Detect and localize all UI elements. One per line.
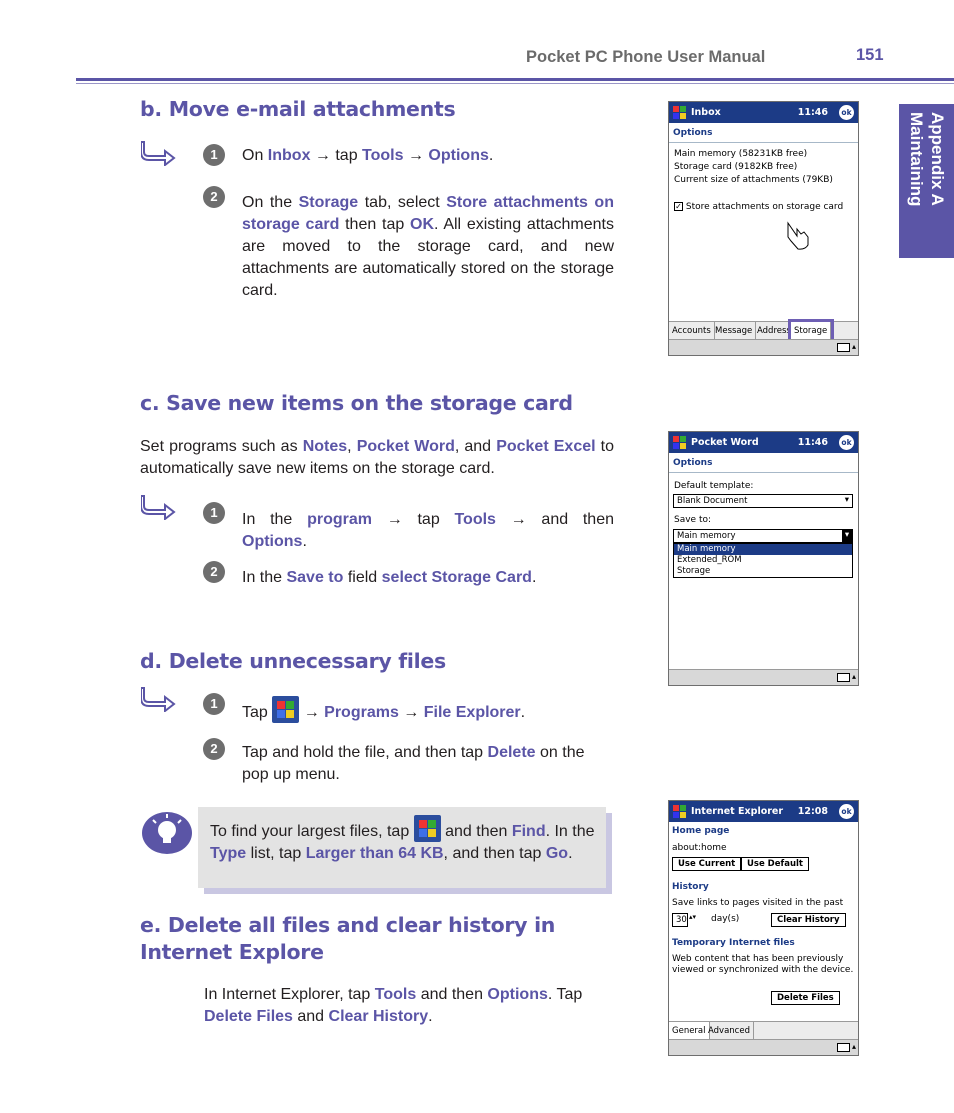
header-rule	[76, 78, 954, 81]
section-c-step1: In the program → tap Tools → and then Options.	[242, 511, 614, 550]
pocket-word-options-screenshot: Pocket Word 11:46 ok Options Default template: Blank Document ▾ Save to: Main memory ▾ Main memory Extended_ROM Storage ▴	[668, 431, 859, 686]
stylus-hand-icon	[783, 220, 813, 252]
keyboard-icon	[837, 343, 850, 352]
step-arrow-icon	[141, 494, 177, 520]
step-number: 1	[203, 502, 225, 524]
step-arrow-icon	[141, 140, 177, 166]
inbox-options-screenshot: Inbox 11:46 ok Options Main memory (58231KB free) Storage card (9182KB free) Current size of attachments (79KB) ✓ Store attachments on storage card Accounts Message Address Storage ▴	[668, 101, 859, 356]
step-arrow-icon	[141, 686, 177, 712]
section-d-step1: Tap → Programs → File Explorer.	[242, 696, 614, 724]
windows-flag-icon	[672, 804, 687, 819]
section-e-title: e. Delete all files and clear history in Internet Explore	[140, 913, 556, 964]
step-number: 2	[203, 561, 225, 583]
header-title: Pocket PC Phone User Manual	[526, 48, 766, 66]
section-c-step2: In the Save to field select Storage Card.	[242, 569, 537, 586]
section-e-body: In Internet Explorer, tap Tools and then Options. Tap Delete Files and Clear History.	[204, 986, 583, 1025]
step-number: 1	[203, 144, 225, 166]
ie-options-screenshot: Internet Explorer 12:08 ok Home page about:home Use Current Use Default History Save links to pages visited in the past 30 ▴▾ day(s) Clear History Temporary Internet files Web content that has been previously viewed or synchronized with the device. Delete Files General Advanced ▴	[668, 800, 859, 1056]
side-tab-line2: Maintaining	[907, 112, 926, 207]
windows-flag-icon	[672, 435, 687, 450]
start-menu-icon	[414, 815, 441, 842]
step-number: 1	[203, 693, 225, 715]
page-number: 151	[856, 46, 884, 64]
keyboard-icon	[837, 673, 850, 682]
section-d-title: d. Delete unnecessary files	[140, 649, 446, 673]
section-b-title: b. Move e-mail attachments	[140, 97, 456, 121]
tip-lightbulb-icon	[140, 810, 194, 856]
step-number: 2	[203, 738, 225, 760]
tip-text: To find your largest files, tap and then Find. In the Type list, tap Larger than 64 KB, and then tap Go.	[210, 815, 595, 865]
step-number: 2	[203, 186, 225, 208]
section-c-title: c. Save new items on the storage card	[140, 391, 573, 415]
header-rule-thin	[76, 83, 954, 84]
keyboard-icon	[837, 1043, 850, 1052]
windows-flag-icon	[672, 105, 687, 120]
section-d-step2: Tap and hold the file, and then tap Delete on the pop up menu.	[242, 744, 585, 783]
section-c-intro: Set programs such as Notes, Pocket Word, and Pocket Excel to automatically save new items on the storage card.	[140, 438, 615, 477]
appendix-side-tab	[899, 104, 954, 258]
start-menu-icon	[272, 696, 299, 723]
side-tab-line1: Appendix A	[928, 112, 947, 206]
section-b-step1: On Inbox → tap Tools → Options.	[242, 147, 494, 164]
section-b-step2: On the Storage tab, select Store attachments on storage card then tap OK. All existing attachments are moved to the storage card, and new attachments are automatically stored on the storage card.	[242, 194, 615, 299]
